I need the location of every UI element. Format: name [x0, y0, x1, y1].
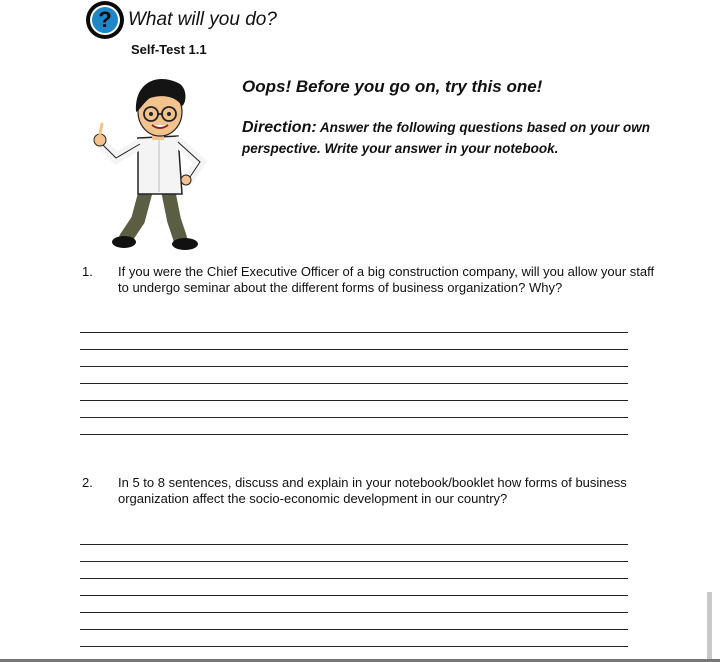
question-1-text: If you were the Chief Executive Officer of a big construction company, will you allow your staff to undergo seminar about the different forms of business organization? Why?: [118, 264, 655, 295]
answer-line: [80, 578, 628, 579]
question-mark-icon: [86, 1, 124, 39]
answer-line: [80, 612, 628, 613]
answer-line: [80, 544, 628, 545]
question-mark-glyph: ?: [90, 5, 120, 35]
answer-line: [80, 349, 628, 350]
answer-line: [80, 629, 628, 630]
answer-line: [80, 332, 628, 333]
vertical-scrollbar[interactable]: [707, 592, 712, 662]
cartoon-man-illustration: [88, 70, 228, 260]
question-2-number: 2.: [82, 475, 93, 490]
answer-line: [80, 561, 628, 562]
question-2-text: In 5 to 8 sentences, discuss and explain in your notebook/booklet how forms of business organization affect the socio-economic development in our country?: [118, 475, 627, 506]
section-title: What will you do?: [128, 9, 277, 30]
answer-line: [80, 366, 628, 367]
answer-line: [80, 595, 628, 596]
question-1-number: 1.: [82, 264, 93, 279]
direction-label: Direction:: [242, 119, 317, 136]
direction-body: Answer the following questions based on your own perspective. Write your answer in your notebook.: [242, 120, 650, 156]
answer-line: [80, 400, 628, 401]
answer-line: [80, 417, 628, 418]
oops-heading: Oops! Before you go on, try this one!: [242, 77, 543, 96]
answer-line: [80, 383, 628, 384]
direction-text: [242, 117, 702, 159]
answer-line: [80, 646, 628, 647]
section-header: [86, 0, 277, 40]
self-test-title: Self-Test 1.1: [131, 42, 207, 57]
answer-line: [80, 434, 628, 435]
